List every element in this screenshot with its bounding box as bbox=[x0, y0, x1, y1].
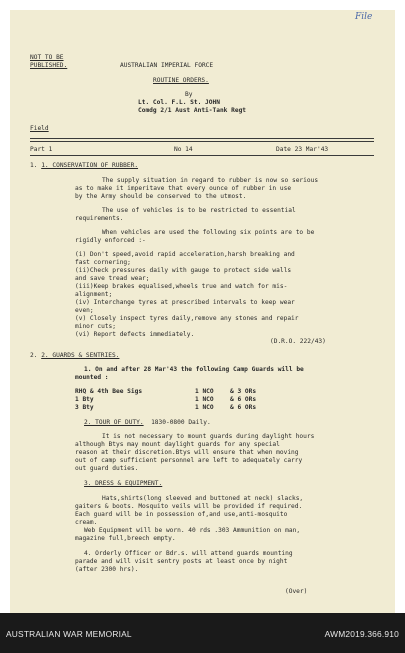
over-note: (Over) bbox=[285, 588, 308, 595]
s2-para2-line: out guard duties. bbox=[75, 465, 139, 472]
guard-men: & 6 ORs bbox=[230, 396, 257, 403]
section2-heading: 2. 2. GUARDS & SENTRIES. bbox=[30, 352, 120, 359]
top-rule-2 bbox=[30, 141, 374, 142]
s1-point-line: and save tread wear; bbox=[75, 275, 150, 282]
s2-para3-line: cream. bbox=[75, 519, 98, 526]
order-number: No 14 bbox=[174, 146, 193, 153]
s1-point-line: minor cuts; bbox=[75, 323, 116, 330]
footer-accession-number: AWM2019.366.910 bbox=[324, 629, 399, 639]
s2-para2-line: although Btys may mount daylight guards for any special bbox=[75, 441, 280, 448]
s1-point-line: (iii)Keep brakes equalised,wheels true and watch for mis- bbox=[75, 283, 288, 290]
restriction-line-1: NOT TO BE bbox=[30, 54, 64, 61]
s1-point-line: alignment; bbox=[75, 291, 113, 298]
s1-para2-line2: requirements. bbox=[75, 215, 124, 222]
s1-point-line: (i) Don't speed,avoid rapid acceleration,harsh breaking and bbox=[75, 251, 295, 258]
unit-name: Comdg 2/1 Aust Anti-Tank Regt bbox=[138, 107, 247, 114]
by-line: By bbox=[185, 91, 193, 98]
guard-nco: 1 NCO bbox=[195, 396, 214, 403]
section1-heading-text: 1. CONSERVATION OF RUBBER. bbox=[41, 162, 139, 169]
section2-heading-text: 2. GUARDS & SENTRIES. bbox=[41, 352, 120, 359]
footer-credit: AUSTRALIAN WAR MEMORIAL bbox=[6, 629, 132, 639]
s2-item2 bbox=[84, 419, 211, 426]
guard-nco: 1 NCO bbox=[195, 404, 214, 411]
s1-para1-line3: by the Army should be conserved to the utmost. bbox=[75, 193, 247, 200]
s1-reference: (D.R.O. 222/43) bbox=[270, 338, 326, 345]
force-heading: AUSTRALIAN IMPERIAL FORCE bbox=[120, 62, 214, 69]
s2-para1-line2: mounted : bbox=[75, 374, 109, 381]
s1-para1-line2: as to make it imperitave that every ounce of rubber in use bbox=[75, 185, 292, 192]
guard-unit: 3 Bty bbox=[75, 404, 94, 411]
document-title: ROUTINE ORDERS. bbox=[153, 77, 209, 84]
top-rule-1 bbox=[30, 138, 374, 139]
document-page bbox=[10, 10, 395, 613]
section1-heading: 1. 1. CONSERVATION OF RUBBER. bbox=[30, 162, 139, 169]
s2-para2-line: reason at their discretion.Btys will ensure that when moving bbox=[75, 449, 299, 456]
s2-para3-line: Web Equipment will be worn. 40 rds .303 Ammunition on man, bbox=[84, 527, 301, 534]
guard-men: & 3 ORs bbox=[230, 388, 257, 395]
s2-item2-label: 2. TOUR OF DUTY. bbox=[84, 419, 144, 426]
author: Lt. Col. F.L. St. JOHN bbox=[138, 99, 220, 106]
s2-para3-line: Each guard will be in possession of,and use,anti-mosquito bbox=[75, 511, 288, 518]
header-rule bbox=[30, 155, 374, 156]
part-label: Part 1 bbox=[30, 146, 53, 153]
order-date: Date 23 Mar'43 bbox=[276, 146, 329, 153]
s1-para1-line1: The supply situation in regard to rubber is now so serious bbox=[102, 177, 319, 184]
guard-unit: RHQ & 4th Bee Sigs bbox=[75, 388, 143, 395]
s2-para1-line1: 1. On and after 28 Mar'43 the following Camp Guards will be bbox=[84, 366, 304, 373]
s1-point-line: (vi) Report defects immediately. bbox=[75, 331, 195, 338]
location: Field bbox=[30, 125, 49, 132]
s2-para4-line: (after 2300 hrs). bbox=[75, 566, 139, 573]
s1-point-line: (iv) Interchange tyres at prescribed intervals to keep wear bbox=[75, 299, 295, 306]
s2-para4-line: parade and will visit sentry posts at least once by night bbox=[75, 558, 288, 565]
s2-para3-line: gaiters & boots. Mosquito veils will be provided if required. bbox=[75, 503, 303, 510]
s2-para2-line: It is not necessary to mount guards during daylight hours bbox=[102, 433, 315, 440]
guard-unit: 1 Bty bbox=[75, 396, 94, 403]
s1-point-line: (v) Closely inspect tyres daily,remove any stones and repair bbox=[75, 315, 299, 322]
guard-nco: 1 NCO bbox=[195, 388, 214, 395]
s1-point-line: fast cornering; bbox=[75, 259, 131, 266]
restriction-line-2: PUBLISHED. bbox=[30, 62, 68, 69]
s1-point-line: even; bbox=[75, 307, 94, 314]
footer-bar bbox=[0, 613, 405, 653]
s1-point-line: (ii)Check pressures daily with gauge to protect side walls bbox=[75, 267, 292, 274]
s2-para4-line: 4. Orderly Officer or Bdr.s. will attend guards mounting bbox=[84, 550, 293, 557]
guard-men: & 6 ORs bbox=[230, 404, 257, 411]
s2-item3-label: 3. DRESS & EQUIPMENT. bbox=[84, 480, 163, 487]
s1-para3-line1: When vehicles are used the following six points are to be bbox=[102, 229, 315, 236]
s2-para3-line: magazine full,breech empty. bbox=[75, 535, 176, 542]
handwritten-note: File bbox=[355, 12, 373, 22]
s2-item2-text: 1830-0800 Daily. bbox=[151, 419, 211, 426]
s1-para2-line1: The use of vehicles is to be restricted to essential bbox=[102, 207, 296, 214]
s1-para3-line2: rigidly enforced :- bbox=[75, 237, 146, 244]
s2-para2-line: out of camp sufficient personnel are left to adequately carry bbox=[75, 457, 303, 464]
s2-para3-line: Hats,shirts(long sleeved and buttoned at neck) slacks, bbox=[102, 495, 304, 502]
